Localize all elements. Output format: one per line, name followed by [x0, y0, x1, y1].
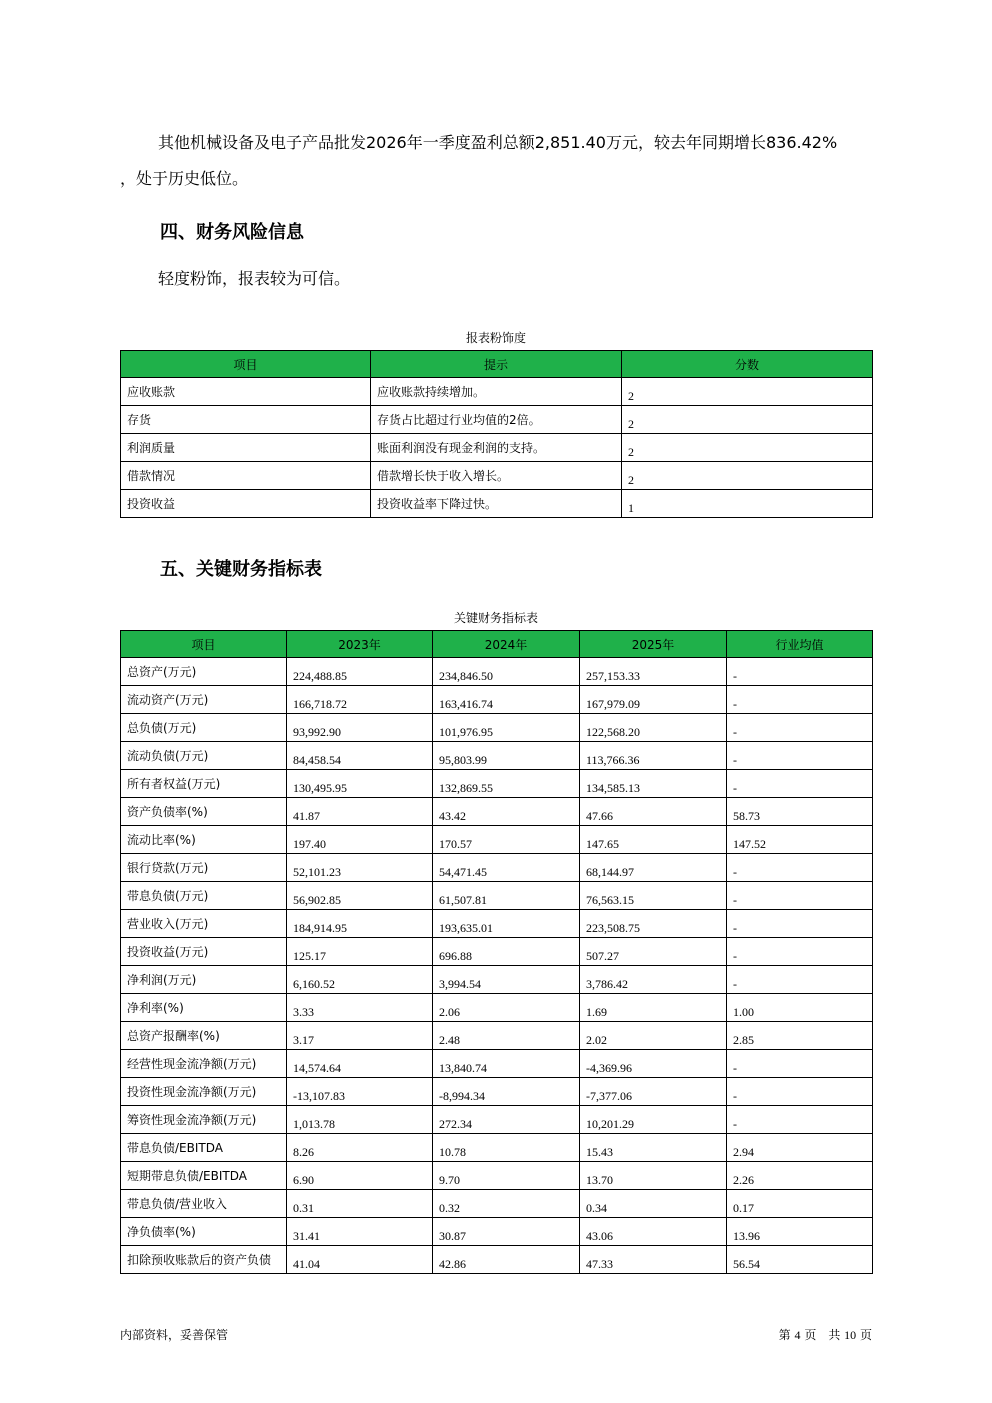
table-cell: 0.32 [433, 1190, 580, 1218]
row-label: 存货 [121, 406, 371, 434]
table-cell: - [727, 714, 873, 742]
key-table-body [121, 658, 873, 1274]
table-cell: - [727, 966, 873, 994]
table-row [121, 770, 873, 798]
table-row [121, 742, 873, 770]
table-cell: 30.87 [433, 1218, 580, 1246]
table-cell: 507.27 [580, 938, 727, 966]
row-label: 净利率(%) [121, 994, 287, 1022]
row-label: 净利润(万元) [121, 966, 287, 994]
table-cell: 10.78 [433, 1134, 580, 1162]
table-cell: 41.04 [287, 1246, 433, 1274]
table-cell: 1.00 [727, 994, 873, 1022]
table-cell: 61,507.81 [433, 882, 580, 910]
table-cell: 存货占比超过行业均值的2倍。 [371, 406, 622, 434]
table-row [121, 1190, 873, 1218]
table-cell: 43.42 [433, 798, 580, 826]
row-label: 投资收益(万元) [121, 938, 287, 966]
table-row [121, 826, 873, 854]
table-row [121, 490, 873, 518]
table-cell: 272.34 [433, 1106, 580, 1134]
table-cell: 0.17 [727, 1190, 873, 1218]
table-row [121, 882, 873, 910]
column-header: 行业均值 [727, 631, 873, 658]
table-cell: 47.33 [580, 1246, 727, 1274]
table-cell: 42.86 [433, 1246, 580, 1274]
row-label: 借款情况 [121, 462, 371, 490]
row-label: 应收账款 [121, 378, 371, 406]
table-cell: 68,144.97 [580, 854, 727, 882]
column-header: 2023年 [287, 631, 433, 658]
row-label: 投资性现金流净额(万元) [121, 1078, 287, 1106]
table-cell: 95,803.99 [433, 742, 580, 770]
table-cell: 2.48 [433, 1022, 580, 1050]
table-cell: 2.06 [433, 994, 580, 1022]
footer-page-number: 第 4 页 共 10 页 [778, 1328, 872, 1342]
table-cell: 125.17 [287, 938, 433, 966]
table-cell: 1 [622, 490, 873, 518]
table-cell: - [727, 658, 873, 686]
table-cell: - [727, 854, 873, 882]
footer-confidential: 内部资料，妥善保管 [120, 1328, 229, 1342]
row-label: 经营性现金流净额(万元) [121, 1050, 287, 1078]
table-cell: 3,786.42 [580, 966, 727, 994]
table-cell: 10,201.29 [580, 1106, 727, 1134]
table-cell: 147.52 [727, 826, 873, 854]
risk-summary [120, 261, 890, 297]
row-label: 筹资性现金流净额(万元) [121, 1106, 287, 1134]
table-cell: 56,902.85 [287, 882, 433, 910]
table-cell: 56.54 [727, 1246, 873, 1274]
table-cell: 借款增长快于收入增长。 [371, 462, 622, 490]
table-row [121, 910, 873, 938]
page-total: 10 [844, 1328, 857, 1342]
row-label: 利润质量 [121, 434, 371, 462]
table-cell: -4,369.96 [580, 1050, 727, 1078]
row-label: 流动比率(%) [121, 826, 287, 854]
table-cell: 223,508.75 [580, 910, 727, 938]
section-5-title: 五、关键财务指标表 [160, 559, 322, 580]
table-row [121, 1218, 873, 1246]
table-row [121, 714, 873, 742]
table-cell: - [727, 910, 873, 938]
table-cell: 134,585.13 [580, 770, 727, 798]
table-cell: 3,994.54 [433, 966, 580, 994]
table-cell: 2 [622, 434, 873, 462]
column-header: 项目 [121, 351, 371, 378]
page-current: 4 [794, 1328, 801, 1342]
table-row [121, 966, 873, 994]
table-cell: - [727, 686, 873, 714]
row-label: 总负债(万元) [121, 714, 287, 742]
table-row [121, 994, 873, 1022]
key-table-header [121, 631, 873, 658]
table-cell: 2 [622, 378, 873, 406]
column-header: 2025年 [580, 631, 727, 658]
column-header: 2024年 [433, 631, 580, 658]
table-row [121, 1162, 873, 1190]
table-cell: - [727, 770, 873, 798]
table-cell: 2 [622, 462, 873, 490]
table-cell: 0.31 [287, 1190, 433, 1218]
column-header: 项目 [121, 631, 287, 658]
table-cell: 93,992.90 [287, 714, 433, 742]
table-row [121, 854, 873, 882]
row-label: 银行贷款(万元) [121, 854, 287, 882]
row-label: 净负债率(%) [121, 1218, 287, 1246]
table-cell: 130,495.95 [287, 770, 433, 798]
table-cell: 132,869.55 [433, 770, 580, 798]
row-label: 总资产(万元) [121, 658, 287, 686]
table-cell: 14,574.64 [287, 1050, 433, 1078]
table-row [121, 686, 873, 714]
table-cell: 58.73 [727, 798, 873, 826]
table-cell: 应收账款持续增加。 [371, 378, 622, 406]
row-label: 带息负债(万元) [121, 882, 287, 910]
row-label: 营业收入(万元) [121, 910, 287, 938]
table-cell: 3.17 [287, 1022, 433, 1050]
row-label: 总资产报酬率(%) [121, 1022, 287, 1050]
table-cell: - [727, 882, 873, 910]
table-cell: 147.65 [580, 826, 727, 854]
intro-line-2: ，处于历史低位。 [120, 169, 249, 188]
table-cell: - [727, 1078, 873, 1106]
table-row [121, 1050, 873, 1078]
risk-table [120, 350, 873, 518]
table-cell: 3.33 [287, 994, 433, 1022]
row-label: 带息负债/营业收入 [121, 1190, 287, 1218]
row-label: 带息负债/EBITDA [121, 1134, 287, 1162]
table-row [121, 1022, 873, 1050]
row-label: 所有者权益(万元) [121, 770, 287, 798]
table-cell: 43.06 [580, 1218, 727, 1246]
table-cell: 1,013.78 [287, 1106, 433, 1134]
row-label: 资产负债率(%) [121, 798, 287, 826]
risk-table-body [121, 378, 873, 518]
key-indicators-table [120, 630, 873, 1274]
table-cell: 投资收益率下降过快。 [371, 490, 622, 518]
table-cell: 15.43 [580, 1134, 727, 1162]
table-cell: 31.41 [287, 1218, 433, 1246]
table-row [121, 1134, 873, 1162]
section-4-title: 四、财务风险信息 [160, 222, 304, 243]
row-label: 流动资产(万元) [121, 686, 287, 714]
row-label: 扣除预收账款后的资产负债 [121, 1246, 287, 1274]
table-cell: 13,840.74 [433, 1050, 580, 1078]
table-row [121, 658, 873, 686]
table-cell: 2.85 [727, 1022, 873, 1050]
table-cell: 193,635.01 [433, 910, 580, 938]
table-cell: 0.34 [580, 1190, 727, 1218]
table-cell: - [727, 1050, 873, 1078]
table-cell: - [727, 1106, 873, 1134]
table-cell: 1.69 [580, 994, 727, 1022]
table-cell: 2.26 [727, 1162, 873, 1190]
table-cell: -8,994.34 [433, 1078, 580, 1106]
table-cell: 163,416.74 [433, 686, 580, 714]
intro-line-1: 其他机械设备及电子产品批发2026年一季度盈利总额2,851.40万元，较去年同期增长836.42% [158, 133, 838, 152]
table-cell: 41.87 [287, 798, 433, 826]
table-row [121, 1246, 873, 1274]
table-cell: 52,101.23 [287, 854, 433, 882]
table-cell: 101,976.95 [433, 714, 580, 742]
table-cell: 84,458.54 [287, 742, 433, 770]
table-cell: 257,153.33 [580, 658, 727, 686]
table-row [121, 462, 873, 490]
table-cell: 696.88 [433, 938, 580, 966]
table-cell: 6,160.52 [287, 966, 433, 994]
table-cell: - [727, 938, 873, 966]
risk-table-caption: 报表粉饰度 [465, 331, 526, 345]
table-cell: 166,718.72 [287, 686, 433, 714]
table-cell: 2.94 [727, 1134, 873, 1162]
risk-table-header [121, 351, 873, 378]
table-cell: 76,563.15 [580, 882, 727, 910]
intro-paragraph [120, 125, 890, 197]
table-cell: 6.90 [287, 1162, 433, 1190]
table-cell: 234,846.50 [433, 658, 580, 686]
table-cell: 54,471.45 [433, 854, 580, 882]
table-row [121, 378, 873, 406]
table-cell: 167,979.09 [580, 686, 727, 714]
table-cell: 113,766.36 [580, 742, 727, 770]
key-table-caption: 关键财务指标表 [453, 611, 538, 625]
table-cell: 47.66 [580, 798, 727, 826]
table-cell: -13,107.83 [287, 1078, 433, 1106]
row-label: 投资收益 [121, 490, 371, 518]
table-cell: 2 [622, 406, 873, 434]
table-cell: 170.57 [433, 826, 580, 854]
table-cell: 197.40 [287, 826, 433, 854]
table-row [121, 434, 873, 462]
risk-summary-text: 轻度粉饰，报表较为可信。 [158, 269, 351, 288]
table-cell: 2.02 [580, 1022, 727, 1050]
table-cell: -7,377.06 [580, 1078, 727, 1106]
row-label: 短期带息负债/EBITDA [121, 1162, 287, 1190]
row-label: 流动负债(万元) [121, 742, 287, 770]
table-row [121, 938, 873, 966]
table-cell: 224,488.85 [287, 658, 433, 686]
column-header: 提示 [371, 351, 622, 378]
table-cell: 9.70 [433, 1162, 580, 1190]
table-row [121, 1078, 873, 1106]
table-row [121, 1106, 873, 1134]
table-row [121, 406, 873, 434]
table-cell: 13.70 [580, 1162, 727, 1190]
table-cell: 13.96 [727, 1218, 873, 1246]
table-row [121, 798, 873, 826]
table-cell: 账面利润没有现金利润的支持。 [371, 434, 622, 462]
table-cell: 122,568.20 [580, 714, 727, 742]
table-cell: 8.26 [287, 1134, 433, 1162]
table-cell: 184,914.95 [287, 910, 433, 938]
table-cell: - [727, 742, 873, 770]
column-header: 分数 [622, 351, 873, 378]
